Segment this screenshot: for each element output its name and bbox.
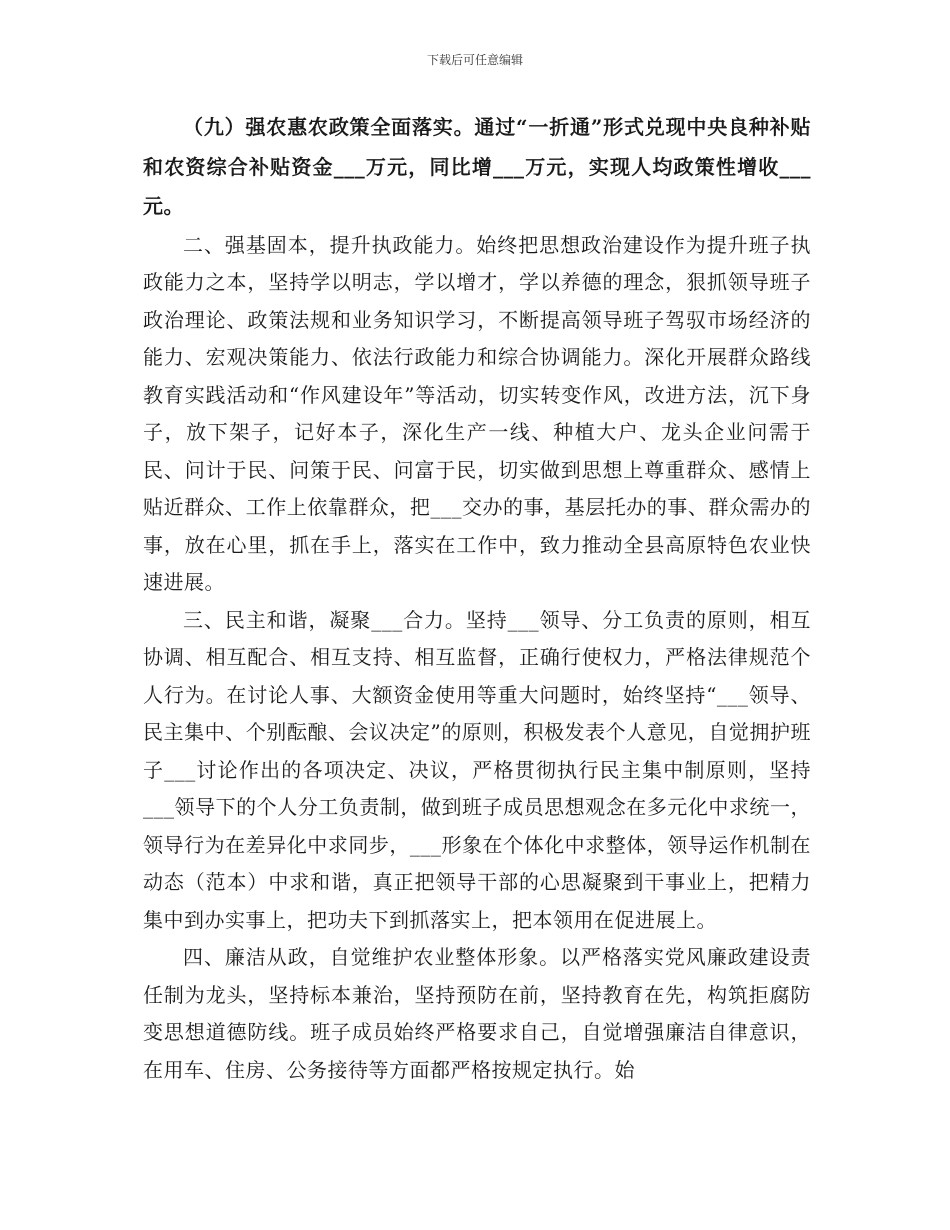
paragraph-democratic-harmony: 三、民主和谐，凝聚___合力。坚持___领导、分工负责的原则，相互协调、相互配合、相互支持、相互监督，正确行使权力，严格法律规范个人行为。在讨论人事、大额资金使用等重大问题时，始终坚持“___领导、民主集中、个别酝酿、会议决定”的原则，积极发表个人意见，自觉拥护班子___讨论作出的各项决定、决议，严格贯彻执行民主集中制原则，坚持___领导下的个人分工负责制，做到班子成员思想观念在多元化中求统一，领导行为在差异化中求同步，___形象在个体化中求整体，领导运作机制在动态（范本）中求和谐，真正把领导干部的心思凝聚到干事业上，把精力集中到办实事上，把功夫下到抓落实上，把本领用在促进展上。	[143, 607, 811, 932]
document-body	[143, 108, 811, 1089]
paragraph-policy-implementation: （九）强农惠农政策全面落实。通过“一折通”形式兑现中央良种补贴和农资综合补贴资金___万元，同比增___万元，实现人均政策性增收___元。	[143, 115, 811, 218]
paragraph-clean-governance: 四、廉洁从政，自觉维护农业整体形象。以严格落实党风廉政建设责任制为龙头，坚持标本兼治，坚持预防在前，坚持教育在先，构筑拒腐防变思想道德防线。班子成员始终严格要求自己，自觉增强廉洁自律意识，在用车、住房、公务接待等方面都严格按规定执行。始	[143, 945, 811, 1082]
paragraph-governance-capacity: 二、强基固本，提升执政能力。始终把思想政治建设作为提升班子执政能力之本，坚持学以明志，学以增才，学以养德的理念，狠抓领导班子政治理论、政策法规和业务知识学习，不断提高领导班子驾驭市场经济的能力、宏观决策能力、依法行政能力和综合协调能力。深化开展群众路线教育实践活动和“作风建设年”等活动，切实转变作风，改进方法，沉下身子，放下架子，记好本子，深化生产一线、种植大户、龙头企业问需于民、问计于民、问策于民、问富于民，切实做到思想上尊重群众、感情上贴近群众、工作上依靠群众，把___交办的事，基层托办的事、群众需办的事，放在心里，抓在手上，落实在工作中，致力推动全县高原特色农业快速进展。	[143, 232, 811, 594]
page-header: 下载后可任意编辑	[426, 53, 523, 67]
